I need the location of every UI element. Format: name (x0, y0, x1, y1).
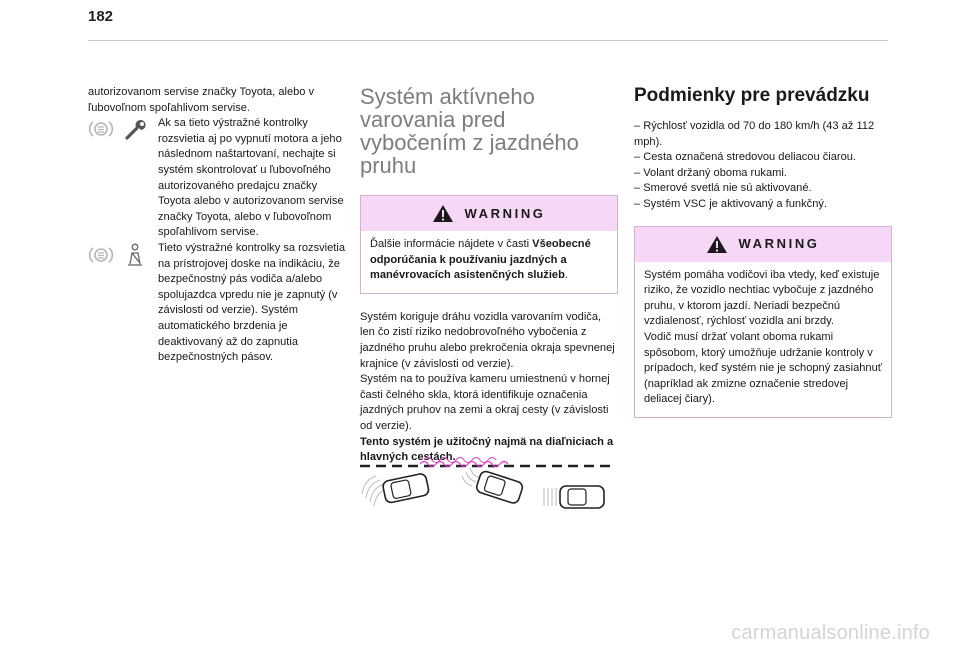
warning-item-seatbelt (88, 241, 346, 366)
intro-text: autorizovanom servise značky Toyota, alebo v ľubovoľnom spoľahlivom servise. (88, 86, 315, 114)
warning-body (635, 262, 891, 417)
warning-box-general (360, 195, 618, 294)
list-item: – Volant držaný oboma rukami. (634, 166, 787, 179)
warning-item-seatbelt-text: Tieto výstražné kontrolky sa rozsvietia na prístrojovej doske na indikáciu, že bezpečnostný pás vodiča a/alebo spolujazdca vpredu nie je zapnutý (v závislosti od verzie). Systém automatického brzdenia je deaktivovaný až do zapnutia bezpečnostných pásov. (158, 241, 346, 364)
description-para-1: Systém koriguje dráhu vozidla varovaním vodiča, len čo zistí riziko nedobrovoľného vybočenia z jazdného pruhu alebo prekročenia okraja spevnenej krajnice (v závislosti od verzie). (360, 310, 615, 370)
warning-header (635, 227, 891, 262)
column-middle (360, 85, 618, 466)
brake-system-warning-icon (88, 119, 114, 139)
warning-text-1: Systém pomáha vodičovi iba vtedy, keď existuje riziko, že vozidlo nechtiac vybočuje z jazdného pruhu, v ktorom jazdí. Neriadi bezpečnú vzdialenosť, rýchlosť vozidla ani brzdy. (644, 268, 880, 328)
lane-departure-description (360, 310, 618, 466)
list-item: – Cesta označená stredovou deliacou čiarou. (634, 151, 857, 164)
warning-prefix: Ďalšie informácie nájdete v časti (370, 238, 533, 250)
section-title-conditions: Podmienky pre prevádzku (634, 85, 870, 106)
warning-header (361, 196, 617, 231)
conditions-list (634, 119, 892, 213)
car-motion-trail-right (544, 488, 556, 506)
warning-triangle-icon (432, 204, 454, 223)
list-item: – Rýchlosť vozidla od 70 do 180 km/h (43 až 112 mph). (634, 120, 875, 148)
page-number: 182 (88, 8, 114, 25)
car-in-lane (560, 486, 604, 508)
icon-pair-seatbelt (88, 243, 146, 267)
car-drifting (382, 473, 430, 504)
list-item: – Systém VSC je aktivovaný a funkčný. (634, 197, 827, 210)
warning-box-conditions (634, 226, 892, 418)
warning-body (361, 231, 617, 293)
warning-item-service (88, 116, 346, 241)
car-returning (475, 470, 524, 505)
description-para-3: Tento systém je užitočný najmä na diaľniciach a hlavných cestách. (360, 435, 614, 464)
site-watermark: carmanualsonline.info (731, 622, 930, 644)
column-right (634, 85, 892, 418)
section-title-lane-departure: Systém aktívneho varovania pred vybočením z jazdného pruhu (360, 84, 579, 178)
header-divider (88, 40, 888, 41)
service-wrench-icon (124, 118, 148, 140)
warning-reference: Všeobecné odporúčania k používaniu jazdných a manévrovacích asistenčných služieb (370, 238, 591, 282)
warning-triangle-icon (706, 235, 728, 254)
seatbelt-reminder-icon (124, 243, 146, 267)
warning-label: WARNING (464, 205, 546, 221)
warning-text-2: Vodič musí držať volant oboma rukami spôsobom, ktorý umožňuje udržanie kontroly v prípadoch, keď systém nie je schopný zasiahnuť (napríklad ak zmizne označenie stredovej deliacej čiary). (644, 330, 882, 406)
column-left (88, 85, 346, 366)
lane-departure-illustration (358, 446, 614, 516)
brake-system-warning-icon (88, 245, 114, 265)
warning-item-service-text: Ak sa tieto výstražné kontrolky rozsvietia aj po vypnutí motora a jeho následnom naštartovaní, nechajte si systém skontrolovať u ľubovoľného autorizovaného predajcu značky Toyota alebo v autorizovanom servise značky Toyota, alebo v ľubovoľnom spoľahlivom servise. (158, 117, 344, 239)
icon-pair-service (88, 118, 148, 140)
warning-suffix: . (564, 269, 568, 282)
warning-label: WARNING (738, 236, 820, 252)
list-item: – Smerové svetlá nie sú aktivované. (634, 182, 812, 195)
description-para-2: Systém na to používa kameru umiestnenú v hornej časti čelného skla, ktorá identifikuje označenia jazdných pruhov na zemi a okraj cesty (v závislosti od verzie). (360, 373, 610, 432)
